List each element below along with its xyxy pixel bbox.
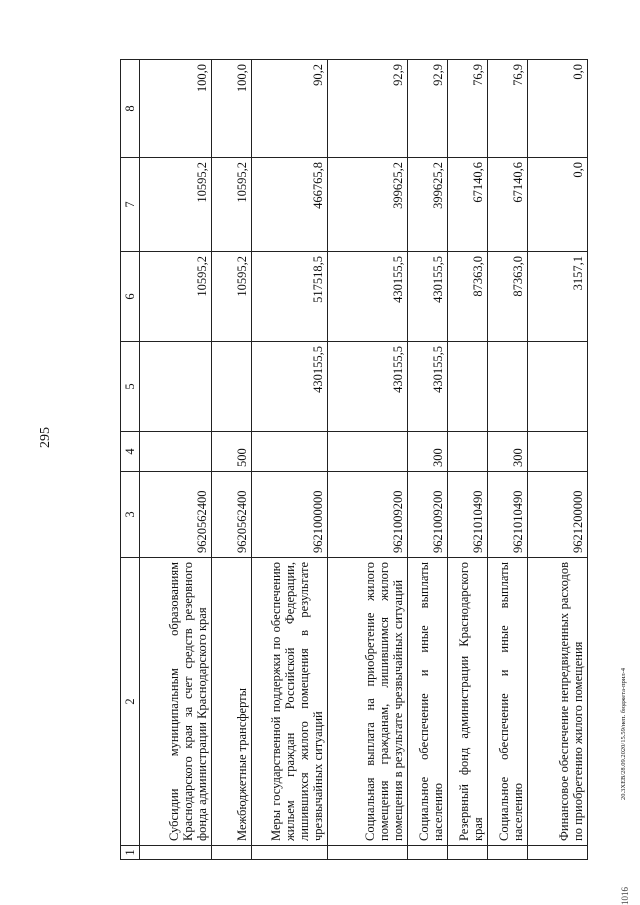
row-vr-code: 500 [212,432,252,472]
row-value-col7: 67140,6 [448,158,488,252]
row-index-cell [528,846,588,860]
row-value-col7: 67140,6 [488,158,528,252]
row-vr-code [140,432,212,472]
table-row [408,60,448,860]
row-value-col6: 10595,2 [140,252,212,342]
row-value-col7: 0,0 [528,158,588,252]
row-csr-code: 9621010490 [488,472,528,558]
row-description: Социальное обеспечение и иные выплаты населению [488,558,528,846]
row-value-col6: 430155,5 [328,252,408,342]
row-vr-code [252,432,328,472]
row-vr-code: 300 [488,432,528,472]
row-index-cell [140,846,212,860]
table-row [528,60,588,860]
row-description: Субсидии муниципальным образованиям Краснодарского края за счет средств резервного фонда администрации Краснодарского края [140,558,212,846]
row-value-col6: 430155,5 [408,252,448,342]
column-header: 4 [121,432,140,472]
row-csr-code: 9621009200 [408,472,448,558]
table-row [488,60,528,860]
row-index-cell [252,846,328,860]
row-value-col7: 10595,2 [140,158,212,252]
row-value-col8: 92,9 [328,60,408,158]
corner-mark: 1016 [620,887,630,905]
column-header: 8 [121,60,140,158]
row-value-col7: 399625,2 [408,158,448,252]
row-description: Межбюджетные трансферты [212,558,252,846]
row-description: Резервный фонд администрации Краснодарского края [448,558,488,846]
row-value-col5: 430155,5 [328,342,408,432]
row-value-col6: 3157,1 [528,252,588,342]
row-vr-code [528,432,588,472]
document-footer: 20.3ХЕВ/28.09.2020/15.59/неп. бюджета-прил-4 [620,667,627,800]
row-value-col8: 76,9 [448,60,488,158]
row-vr-code [328,432,408,472]
page-number: 295 [38,427,53,448]
row-value-col5: 430155,5 [252,342,328,432]
row-vr-code [448,432,488,472]
row-value-col6: 10595,2 [212,252,252,342]
row-csr-code: 9621009200 [328,472,408,558]
row-value-col5 [212,342,252,432]
row-description: Меры государственной поддержки по обеспечению жильем граждан Российской Федерации, лишившихся жилого помещения в результате чрезвычайных ситуаций [252,558,328,846]
row-csr-code: 9621200000 [528,472,588,558]
row-value-col5 [488,342,528,432]
row-vr-code: 300 [408,432,448,472]
budget-table [120,59,588,860]
table-row [140,60,212,860]
table-body [121,60,588,860]
table-header-row [121,60,140,860]
row-index-cell [488,846,528,860]
row-value-col8: 76,9 [488,60,528,158]
table-row [448,60,488,860]
row-description: Социальное обеспечение и иные выплаты населению [408,558,448,846]
column-header: 5 [121,342,140,432]
table-row [328,60,408,860]
row-value-col5 [528,342,588,432]
column-header: 7 [121,158,140,252]
column-header: 1 [121,846,140,860]
row-description: Финансовое обеспечение непредвиденных расходов по приобретению жилого помещения [528,558,588,846]
row-value-col6: 87363,0 [448,252,488,342]
row-value-col6: 87363,0 [488,252,528,342]
row-index-cell [212,846,252,860]
row-value-col7: 10595,2 [212,158,252,252]
row-value-col8: 0,0 [528,60,588,158]
column-header: 6 [121,252,140,342]
row-value-col5: 430155,5 [408,342,448,432]
row-csr-code: 9620562400 [140,472,212,558]
row-value-col7: 399625,2 [328,158,408,252]
table-row [252,60,328,860]
row-value-col8: 92,9 [408,60,448,158]
table-row [212,60,252,860]
row-value-col8: 90,2 [252,60,328,158]
row-csr-code: 9621000000 [252,472,328,558]
row-value-col6: 517518,5 [252,252,328,342]
row-index-cell [328,846,408,860]
row-index-cell [408,846,448,860]
row-value-col5 [448,342,488,432]
column-header: 3 [121,472,140,558]
row-value-col8: 100,0 [212,60,252,158]
row-csr-code: 9620562400 [212,472,252,558]
row-value-col5 [140,342,212,432]
row-value-col7: 466765,8 [252,158,328,252]
row-description: Социальная выплата на приобретение жилого помещения гражданам, лишившимся жилого помещения в результате чрезвычайных ситуаций [328,558,408,846]
row-index-cell [448,846,488,860]
column-header: 2 [121,558,140,846]
row-csr-code: 9621010490 [448,472,488,558]
row-value-col8: 100,0 [140,60,212,158]
rotated-table-sheet [120,60,620,860]
